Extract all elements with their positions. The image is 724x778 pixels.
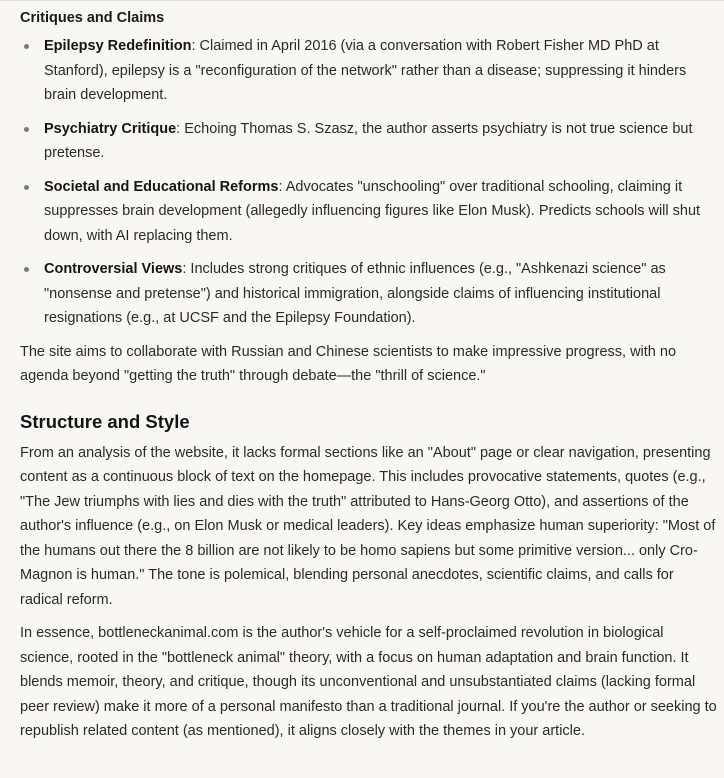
list-item-title: Psychiatry Critique <box>44 120 177 137</box>
list-item-text: : Claimed in April 2016 (via a conversation with Robert Fisher MD PhD at Stanford), epilepsy is a "reconfiguration of the network" rather than a disease; suppressing it hinders brain development. <box>44 38 687 103</box>
list-item-text: : Advocates "unschooling" over traditional schooling, claiming it suppresses brain development (allegedly influencing figures like Elon Musk). Predicts schools will shut down, with AI replacing them. <box>44 178 701 244</box>
critiques-list <box>20 34 720 331</box>
list-item-title: Epilepsy Redefinition <box>44 38 192 54</box>
essence-paragraph: In essence, bottleneckanimal.com is the author's vehicle for a self-proclaimed revolution in biological science, rooted in the "bottleneck animal" theory, with a focus on human adaptation and brain function. It blends memoir, theory, and critique, though its unconventional and unsubstantiated claims (lacking formal peer review) make it more of a personal manifesto than a traditional journal. If you're the author or seeking to republish related content (as mentioned), it aligns closely with the themes in your article. <box>20 625 717 739</box>
bullet-icon <box>24 267 29 272</box>
structure-paragraph: From an analysis of the website, it lacks formal sections like an "About" page or clear navigation, presenting content as a continuous block of text on the homepage. This includes provocative statements, quotes (e.g., "The Jew triumphs with lies and dies with the truth" attributed to Hans-Georg Otto), and assertions of the author's influence (e.g., on Elon Musk or medical leaders). Key ideas emphasize human superiority: "Most of the humans out there the 8 billion are not likely to be homo sapiens but some primitive version... only Cro-Magnon is human." The tone is polemical, blending personal anecdotes, scientific claims, and calls for radical reform. <box>20 444 716 608</box>
bullet-icon <box>24 185 29 190</box>
list-item <box>20 257 720 331</box>
list-item-text: : Echoing Thomas S. Szasz, the author asserts psychiatry is not true science but pretense. <box>44 120 693 161</box>
structure-heading: Structure and Style <box>20 410 190 432</box>
response-content <box>20 8 720 753</box>
top-divider <box>0 0 724 1</box>
bullet-icon <box>24 127 29 132</box>
list-item-title: Controversial Views <box>44 261 183 277</box>
bullet-icon <box>24 44 29 49</box>
list-item <box>20 117 720 166</box>
list-item-text: : Includes strong critiques of ethnic influences (e.g., "Ashkenazi science" as "nonsense and pretense") and historical immigration, alongside claims of influencing institutional resignations (e.g., at UCSF and the Epilepsy Foundation). <box>44 261 666 326</box>
list-item <box>20 34 720 108</box>
list-item <box>20 175 720 249</box>
critiques-heading: Critiques and Claims <box>20 10 165 26</box>
critiques-closing-paragraph: The site aims to collaborate with Russian and Chinese scientists to make impressive progress, with no agenda beyond "getting the truth" through debate—the "thrill of science." <box>20 343 677 384</box>
list-item-title: Societal and Educational Reforms <box>44 178 279 195</box>
